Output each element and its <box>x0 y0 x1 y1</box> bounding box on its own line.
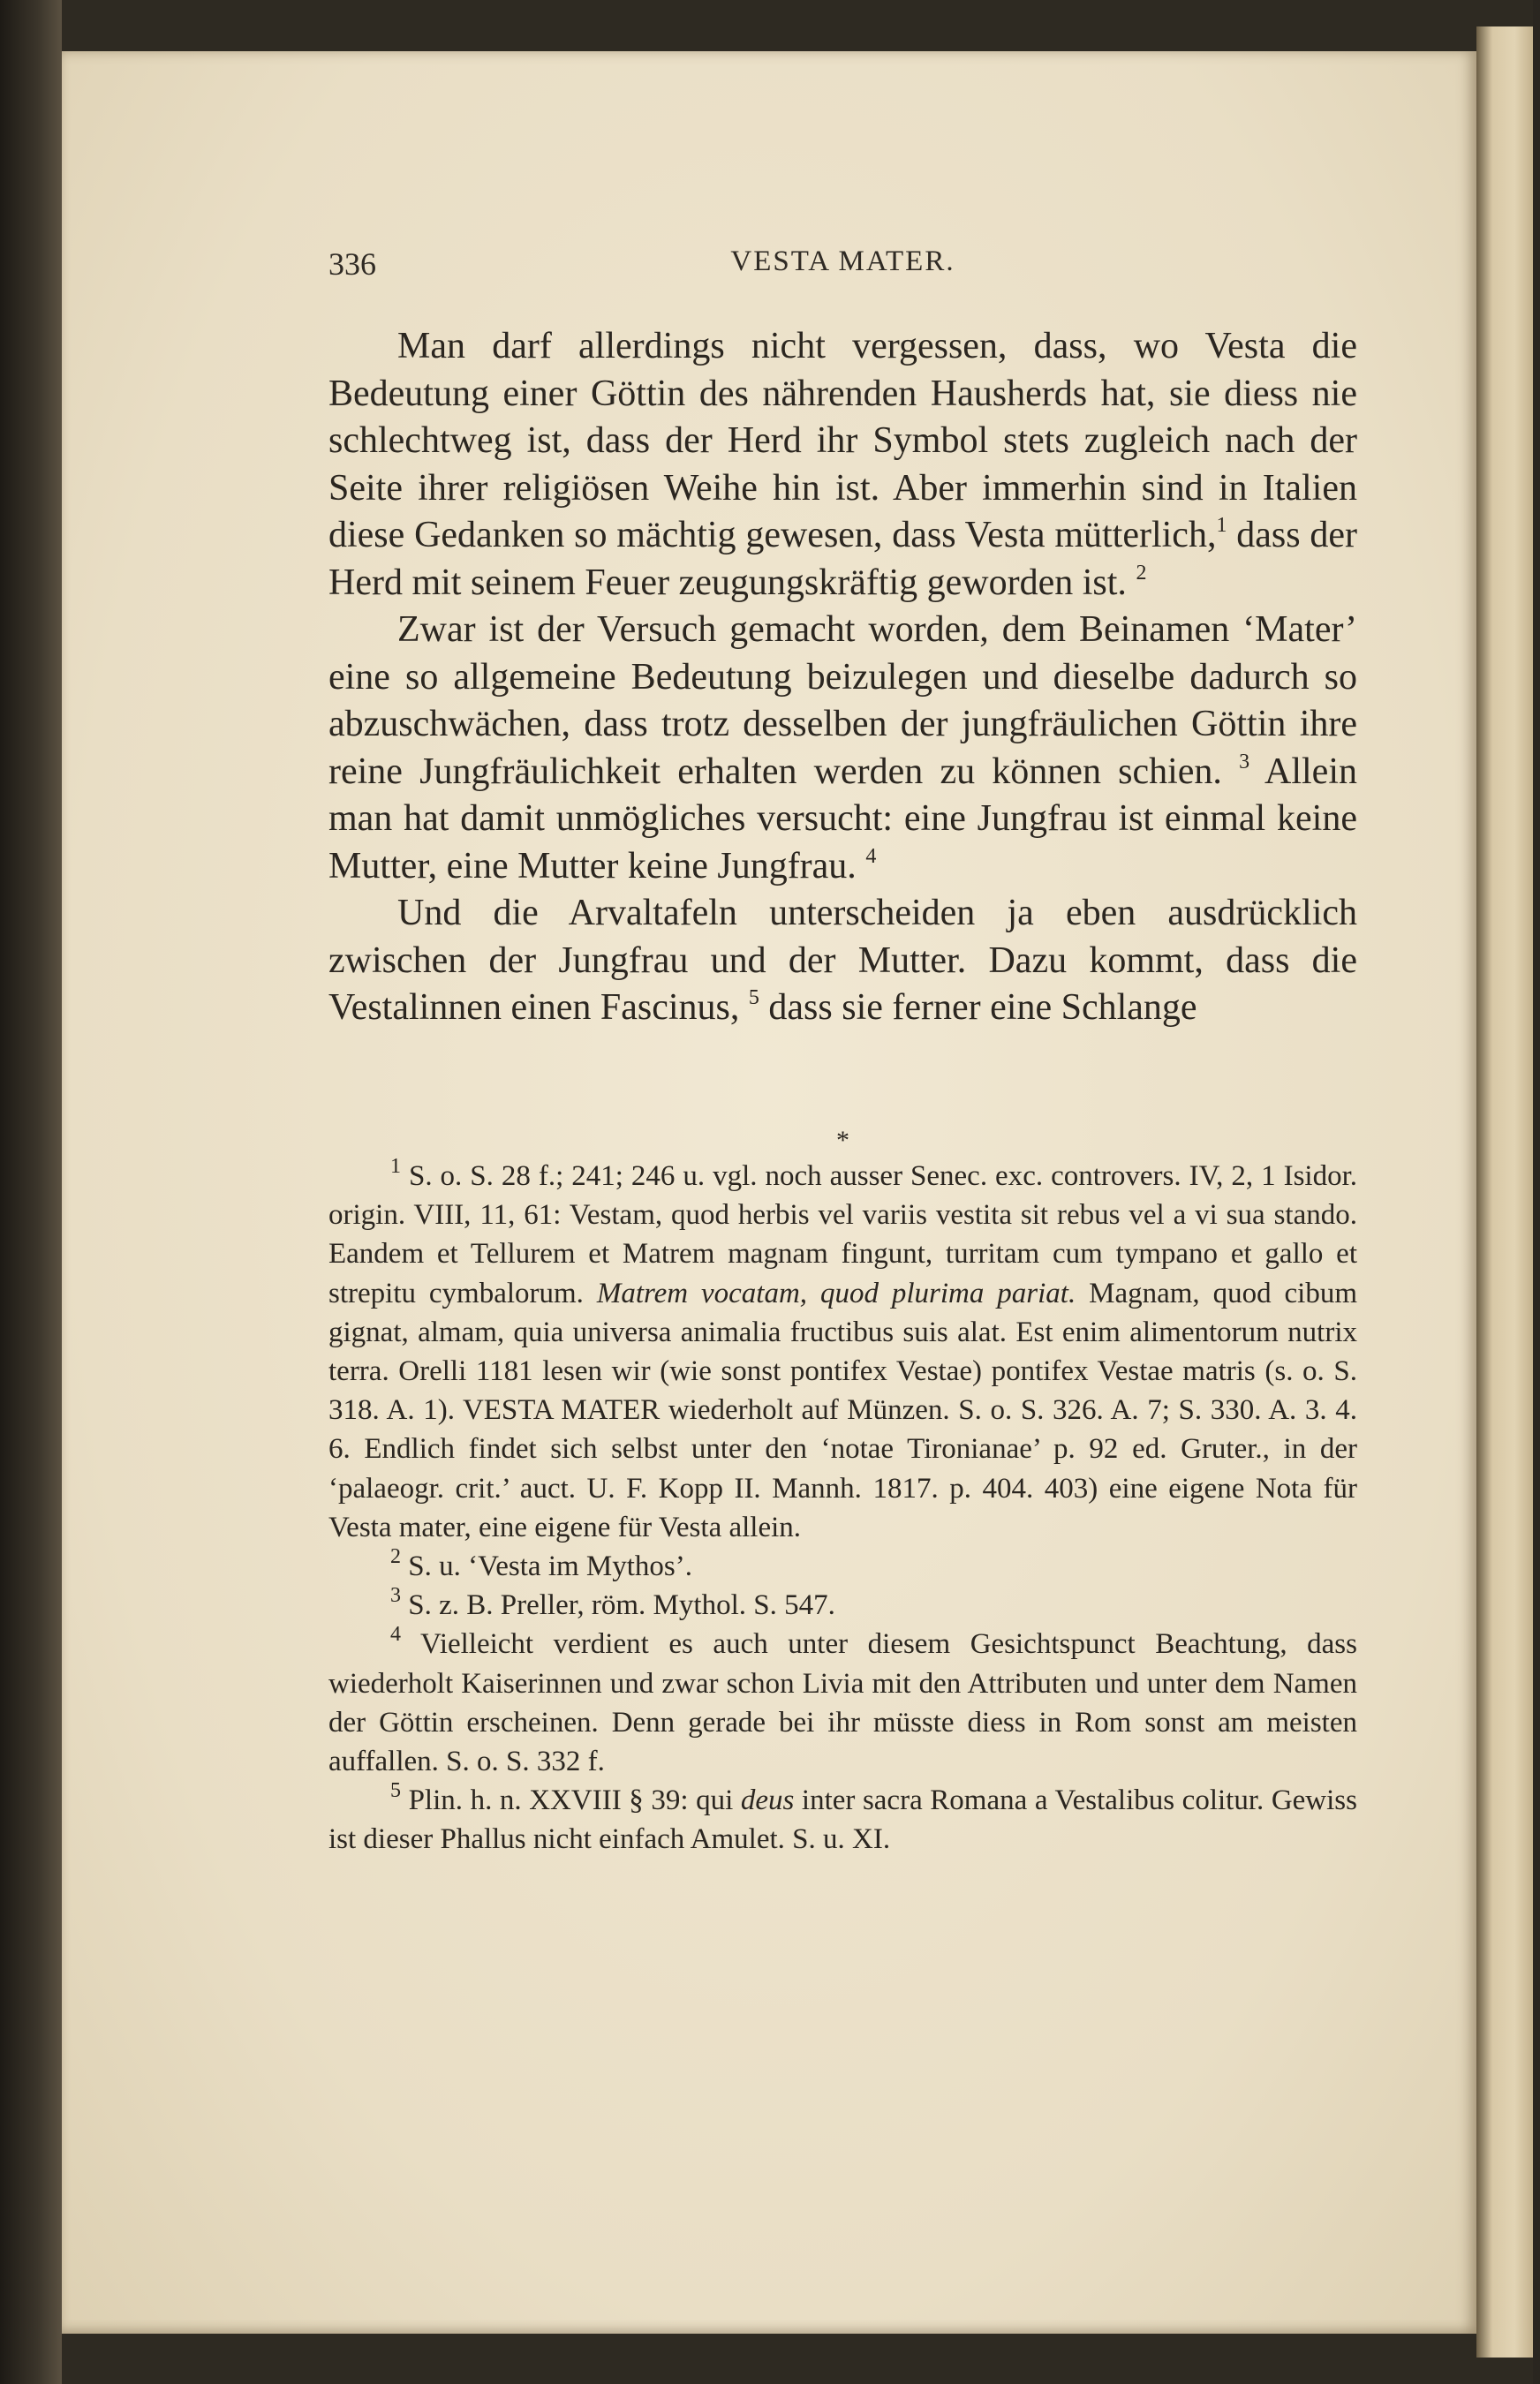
footnote-1: $^1$ S. o. S. 28 f.; 241; 246 u. vgl. noch ausser Senec. exc. controvers. IV, 2, 1 Isidor. origin. VIII, 11, 61: Vestam, quod herbis vel variis vestita sit rebus vel a vi sua stando. Eandem et Tellurem et Matrem magnam fingunt, turritam cum tympano et gallo et strepitu cymbalorum. Matrem vocatam, quod plurima pariat. Magnam, quod cibum gignat, almam, quia universa animalia fructibus suis alat. Est enim alimentorum nutrix terra. Orelli 1181 lesen wir (wie sonst pontifex Vestae) pontifex Vestae matris (s. o. S. 318. A. 1). VESTA MATER wiederholt auf Münzen. S. o. S. 326. A. 7; S. 330. A. 3. 4. 6. Endlich findet sich selbst unter den ‘notae Tironianae’ p. 92 ed. Gruter., in der ‘palaeogr. crit.’ auct. U. F. Kopp II. Mannh. 1817. p. 404. 403) eine eigene Nota für Vesta mater, eine eigene für Vesta allein. <box>328 1155 1357 1543</box>
book-spine-shadow <box>0 0 62 2384</box>
next-page-edge <box>1476 26 1540 2358</box>
footnote-italic: Matrem vocatam, quod plurima pariat. <box>596 1277 1076 1309</box>
running-head: VESTA MATER. <box>730 245 955 277</box>
footnote-ref-1: 1 <box>1216 514 1227 537</box>
section-separator: * <box>836 1126 849 1155</box>
footnote-5: $^5$ Plin. h. n. XXVIII § 39: qui deus inter sacra Romana a Vestalibus colitur. Gewiss ist dieser Phallus nicht einfach Amulet. S. u. XI. <box>328 1779 1357 1856</box>
footnote-mark: 3 <box>390 1584 401 1608</box>
main-text <box>328 323 1357 1032</box>
footnote-mark: 1 <box>390 1155 401 1178</box>
book-outer-edge <box>1533 0 1540 2384</box>
page-number: 336 <box>328 246 376 282</box>
footnote-mark: 4 <box>390 1623 401 1647</box>
paragraph-2: Zwar ist der Versuch gemacht worden, dem Beinamen ‘Mater’ eine so allgemeine Bedeutung beizulegen und dieselbe dadurch so abzuschwächen, dass trotz desselben der jungfräulichen Göttin ihre reine Jungfräulichkeit erhalten werden zu können schien. $^3$ Allein man hat damit unmögliches versucht: eine Jungfrau ist einmal keine Mutter, eine Mutter keine Jungfrau. $^4$ <box>328 609 1357 886</box>
footnote-ref-2: 2 <box>1136 561 1147 585</box>
paragraph-1: Man darf allerdings nicht vergessen, dass, wo Vesta die Bedeutung einer Göttin des nährenden Hausherds hat, sie diess nie schlechtweg ist, dass der Herd ihr Symbol stets zugleich nach der Seite ihrer religiösen Weihe hin ist. Aber immerhin sind in Italien diese Gedanken so mächtig gewesen, dass Vesta mütterlich,$^1$ dass der Herd mit seinem Feuer zeugungskräftig geworden ist. $^2$ <box>328 326 1357 603</box>
footnote-mark: 2 <box>390 1545 401 1569</box>
footnote-3: $^3$ S. z. B. Preller, röm. Mythol. S. 547. <box>390 1584 835 1622</box>
page-header <box>328 245 1357 298</box>
footnote-ref-3: 3 <box>1239 750 1250 773</box>
footnotes <box>328 1157 1357 1860</box>
footnote-2: $^2$ S. u. ‘Vesta im Mythos’. <box>390 1545 692 1583</box>
footnote-italic: deus <box>740 1784 795 1817</box>
footnote-4: $^4$ Vielleicht verdient es auch unter diesem Gesichtspunct Beachtung, dass wiederholt Kaiserinnen und zwar schon Livia mit den Attributen und unter dem Namen der Göttin erscheinen. Denn gerade bei ihr müsste diess in Rom sonst am meisten auffallen. S. o. S. 332 f. <box>328 1623 1357 1778</box>
footnote-ref-4: 4 <box>865 844 877 868</box>
footnote-ref-5: 5 <box>748 986 759 1009</box>
footnote-mark: 5 <box>390 1779 401 1803</box>
paragraph-3: Und die Arvaltafeln unterscheiden ja eben ausdrücklich zwischen der Jungfrau und der Mutter. Dazu kommt, dass die Vestalinnen einen Fascinus, $^5$ dass sie ferner eine Schlange <box>328 893 1357 1028</box>
